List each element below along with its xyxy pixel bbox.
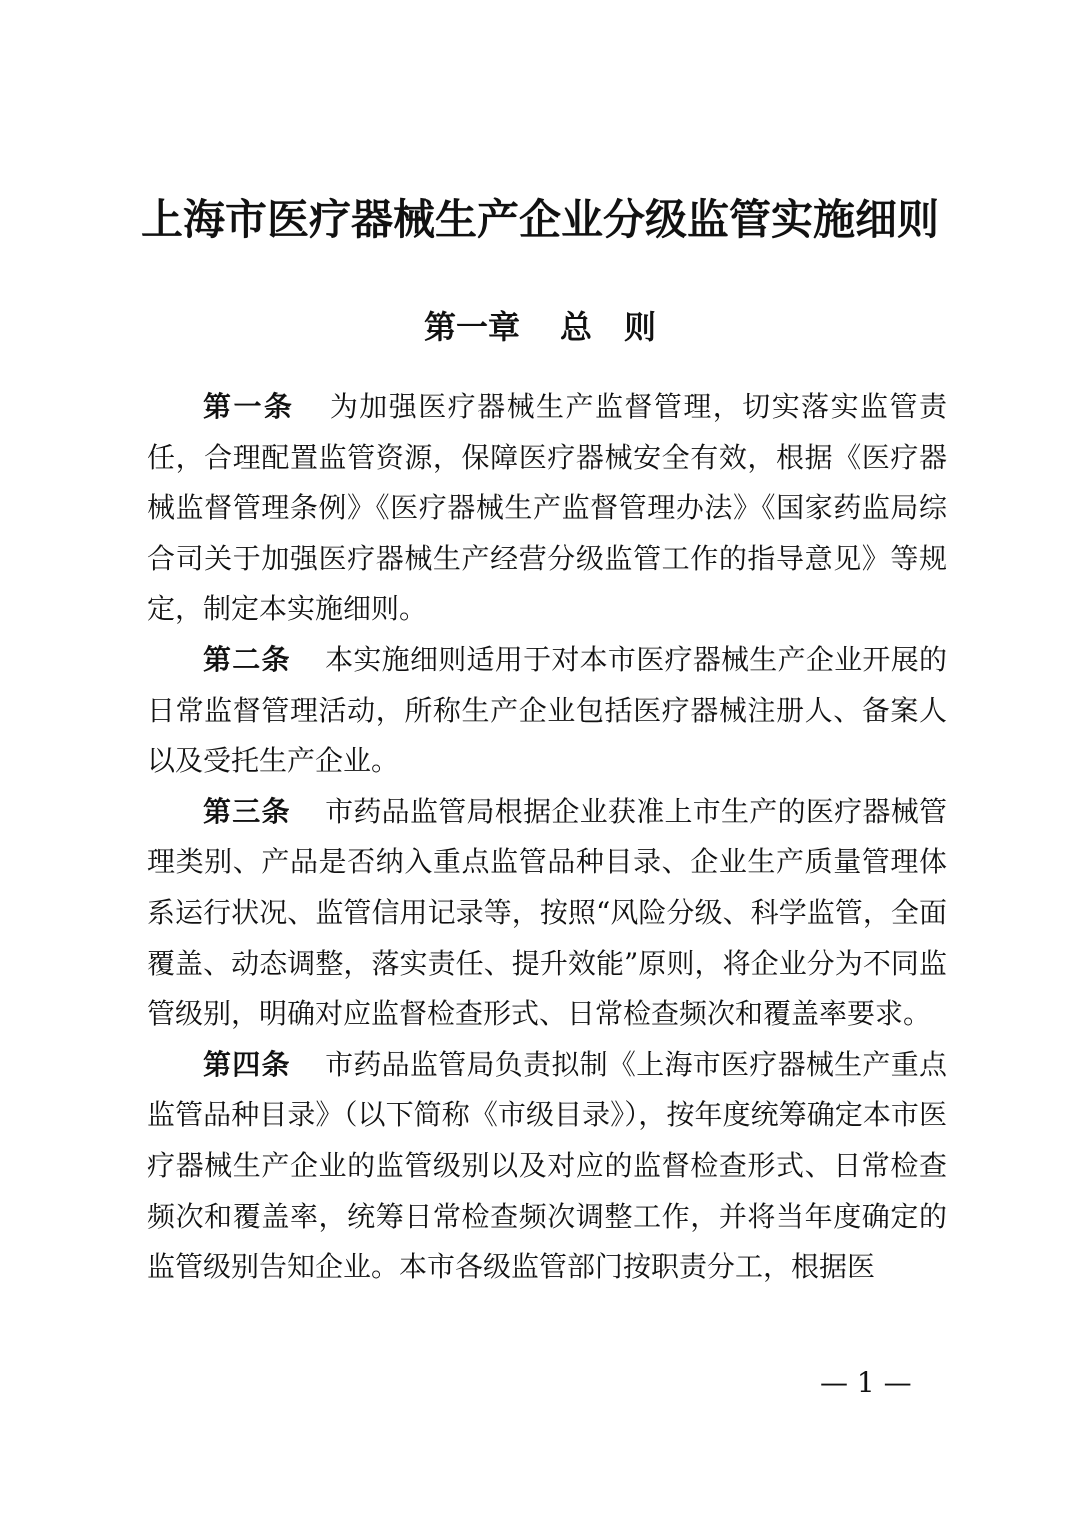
article-heading: 第三条 bbox=[203, 794, 291, 828]
article-heading: 第一条 bbox=[203, 390, 295, 423]
chapter-number: 第一章 bbox=[423, 308, 520, 346]
article-text: 市药品监管局根据企业获准上市生产的医疗器械管理类别、产品是否纳入重点监管品种目录、企业生产质量管理体系运行状况、监管信用记录等，按照“风险分级、科学监管，全面覆盖、动态调整，落实责任、提升效能”原则，将企业分为不同监管级别，明确对应监督检查形式、日常检查频次和覆盖率要求。 bbox=[147, 794, 947, 1031]
chapter-title bbox=[0, 302, 1080, 352]
article-heading: 第二条 bbox=[203, 642, 291, 676]
article-4 bbox=[147, 1040, 947, 1293]
chapter-name: 总 则 bbox=[560, 308, 657, 346]
document-title: 上海市医疗器械生产企业分级监管实施细则 bbox=[140, 195, 939, 244]
article-2 bbox=[147, 635, 947, 787]
page-number: — 1 — bbox=[820, 1366, 912, 1399]
article-3 bbox=[147, 787, 947, 1040]
article-text: 市药品监管局负责拟制《上海市医疗器械生产重点监管品种目录》（以下简称《市级目录》），按年度统筹确定本市医疗器械生产企业的监管级别以及对应的监督检查形式、日常检查频次和覆盖率，统筹日常检查频次调整工作，并将当年度确定的监管级别告知企业。本市各级监管部门按职责分工，根据医 bbox=[147, 1047, 947, 1284]
article-text: 为加强医疗器械生产监督管理，切实落实监管责任，合理配置监管资源，保障医疗器械安全有效，根据《医疗器械监督管理条例》《医疗器械生产监督管理办法》《国家药监局综合司关于加强医疗器械生产经营分级监管工作的指导意见》等规定，制定本实施细则。 bbox=[147, 390, 947, 626]
article-1 bbox=[147, 382, 947, 635]
article-heading: 第四条 bbox=[203, 1047, 291, 1081]
article-text: 本实施细则适用于对本市医疗器械生产企业开展的日常监督管理活动，所称生产企业包括医疗器械注册人、备案人以及受托生产企业。 bbox=[147, 642, 947, 778]
document-body bbox=[147, 382, 947, 1293]
